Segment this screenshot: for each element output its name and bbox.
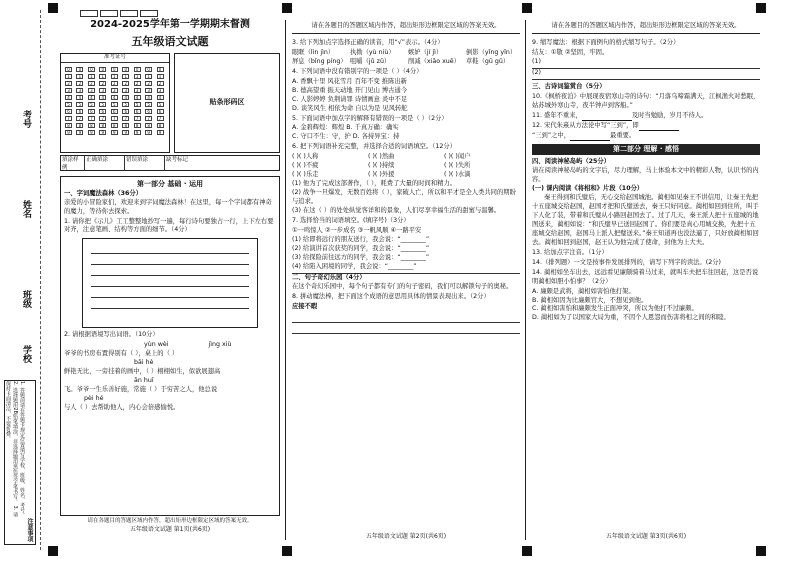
ticket-bubble[interactable]: 4 [134,95,141,100]
header-tabs [80,10,280,18]
ticket-bubble[interactable]: 1 [99,74,106,79]
ticket-bubble[interactable]: 9 [99,130,106,135]
part1-box [60,176,280,516]
ticket-bubble[interactable]: 9 [76,130,83,135]
column-divider [285,20,286,540]
ticket-bubble[interactable]: 0 [157,67,164,72]
ticket-bubble[interactable]: 3 [145,88,152,93]
q14-option[interactable]: B. 蔺相如因为比廉颇官大，不想见到他。 [532,296,648,304]
pinyin-line: yùn wèi jìng xiù [144,341,232,349]
corner-marker [756,546,766,556]
ticket-bubble[interactable]: 6 [65,109,72,114]
q6-sentence[interactable]: (1) 他为了完成这部著作，（ ），耗费了大量的时间和精力。 [292,180,457,188]
ticket-bubble[interactable]: 3 [99,88,106,93]
ticket-bubble[interactable]: 8 [122,123,129,128]
ticket-bubble[interactable]: 7 [76,116,83,121]
ticket-bubble[interactable]: 9 [122,130,129,135]
notes-title: 注意事项 [26,518,33,542]
page3-footer: 五年级语文试题 第3页(共6页) [605,533,687,541]
ticket-bubble[interactable]: 7 [122,116,129,121]
ticket-bubble[interactable]: 2 [88,81,95,86]
q6-sentence[interactable]: (3) 在这（ ）的处处纵觉客详和的景象，人们尽享幸福生活的甜蜜与温馨。 [292,206,501,214]
barcode-area [174,53,280,153]
pinyin-line: pèi hé [84,394,104,402]
page2-notice: 请在各题目的答题区域内作答，超出矩形边框限定区域的答案无效。 [292,22,520,34]
ticket-bubble[interactable]: 0 [88,67,95,72]
q2-text[interactable]: 鲜艳无比，一旁挂着的画中，（ ）栩栩如生，似欲展翅高 [64,368,221,376]
ticket-bubble[interactable]: 1 [76,74,83,79]
ticket-bubble[interactable]: 6 [134,109,141,114]
ticket-bubble[interactable]: 0 [145,67,152,72]
ticket-bubble[interactable]: 3 [65,88,72,93]
ticket-bubble[interactable]: 2 [111,81,118,86]
ticket-label: 准考证号 [61,54,169,63]
question-1: 1. 请你把《示儿》工工整整地抄写一遍，每行诗句要独占一行，上下左右要对齐，注意笔画、结构等方面的细节。（4分） [64,217,274,234]
q14-option[interactable]: D. 蔺相如为了以国家大局为重，不因个人恩怨而伤害将相之间的和睦。 [532,314,730,322]
q7-options: ①一鸣惊人 ②一步成名 ③一帆风顺 ④一路平安 [292,226,422,234]
corner-marker [282,3,292,13]
corner-marker [522,3,532,13]
ticket-bubble[interactable]: 7 [99,116,106,121]
question-12b[interactable]: “三到”之中， 最重要。 [532,131,636,139]
ticket-bubble[interactable]: 6 [111,109,118,114]
ticket-bubble[interactable]: 2 [65,81,72,86]
ticket-bubble[interactable]: 5 [111,102,118,107]
ticket-bubble[interactable]: 6 [145,109,152,114]
ticket-bubble[interactable]: 5 [99,102,106,107]
ticket-bubble[interactable]: 4 [65,95,72,100]
question-6: 6. 把下列词语补充完整，并选择合适的词语填空。（12分） [292,143,456,151]
page-3 [532,22,760,541]
ticket-bubble[interactable]: 0 [111,67,118,72]
page-2 [292,22,520,541]
ticket-bubble[interactable]: 2 [76,81,83,86]
binding-line [40,10,41,550]
section3-title: 三、古诗词鉴赏台（5分） [532,82,606,90]
ticket-bubble[interactable]: 2 [134,81,141,86]
ticket-bubble[interactable]: 9 [88,130,95,135]
q2-text[interactable]: 与人（ ）去帮助他人，内心会倍感愉悦。 [64,403,180,411]
corner-marker [522,546,532,556]
ticket-bubble[interactable]: 2 [99,81,106,86]
ticket-bubble[interactable]: 3 [134,88,141,93]
question-10[interactable]: 10.《枫桥夜泊》中展现夜宿寒山寺的诗句：“月落乌啼霜满天，江枫渔火对愁眠，姑苏城外寒山寺，夜半钟声到客船。” [532,92,760,109]
label-exam-number: 考号 [21,110,31,128]
ticket-bubble[interactable]: 5 [76,102,83,107]
q9-text: 结友：①敬 ②坚固，牢固。 [532,48,609,56]
pinyin-line: ān huī [134,377,154,385]
ticket-bubble[interactable]: 8 [157,123,164,128]
question-8: 8. 拼动魔法棒，把下面这个成语的意思用具体的情景表现出来。（2分） [292,293,490,301]
question-12[interactable]: 12. 宋代朱熹从方法论中写“三到”，即 [532,122,760,131]
ticket-bubble[interactable]: 7 [88,116,95,121]
q14-option[interactable]: A. 廉颇是武将，蔺相如害怕他打架。 [532,287,635,295]
ticket-bubble[interactable]: 8 [99,123,106,128]
ticket-bubble[interactable]: 4 [145,95,152,100]
ticket-bubble[interactable]: 1 [134,74,141,79]
ticket-bubble[interactable]: 5 [145,102,152,107]
corner-marker [756,3,766,13]
ticket-bubble[interactable]: 0 [99,67,106,72]
question-14: 14. 蔺相如坐车出去，远远看见廉颇骑着马过来，就叫车夫把车往回赶，这是否说明蔺相如胆小怕事？（2分） [532,268,759,285]
ticket-bubble[interactable]: 8 [65,123,72,128]
ticket-bubble[interactable]: 8 [134,123,141,128]
reading-passage: 秦王得到和氏璧后，无心交给赵国城池。蔺相如见秦王不讲信用，让秦王先把十五座城交给赵国，赵国才把和氏璧送去，秦王只好同意。蔺相如回到住所，叫手下人化了装，带着和氏璧从小路回赵国去了。过了几天，秦王派人把十五座城的地图送来，蔺相如说：“和氏璧早已送回赵国了。你们要是真心用城交换，先把十五座城交给赵国，赵国马上派人把璧送来。”秦王知道再也没法逼了，只好放蔺相如回去。蔺相如回到赵国，赵王认为他完成了使命，封他为上大夫。 [532,194,759,246]
ticket-bubble[interactable]: 5 [65,102,72,107]
ticket-bubble[interactable]: 1 [145,74,152,79]
ticket-bubble[interactable]: 1 [65,74,72,79]
ticket-bubble[interactable]: 4 [99,95,106,100]
q2-text[interactable]: 爷爷的书房布置得别有（ ），桌上的（ ） [64,350,179,358]
corner-marker [48,3,58,13]
ticket-bubble[interactable]: 6 [88,109,95,114]
section4-title: 四、阅读神秘岛屿（25分） [532,158,611,166]
ticket-bubble[interactable]: 4 [76,95,83,100]
paper-title: 五年级语文试题 [131,35,209,49]
corner-marker [282,546,292,556]
fill-example: 填涂样例 正确填涂 错误填涂 缺考标记 [60,155,280,171]
question-13[interactable]: 13. 给加点字注音。（1分） [532,248,608,256]
barcode-label: 贴条形码区 [209,97,245,106]
part1-title: 第一部分 基础 · 运用 [137,179,203,188]
instructions-text: 1. 答题前请在答题卡规定位置填写学校、班级、姓名、考号。 2. 选择题用2B铅笔填涂，非选择题用黑色签字笔书写。 3. 请保持卡面清洁，不要折叠。 [5,381,25,518]
question-5: 5. 下面词语中加点字的解释有错误的一项是（ ）（2分） [292,114,448,122]
q5-option[interactable]: C. 守口不生：守，护 D. 各持异宝：持 [292,133,400,141]
ticket-bubble[interactable]: 7 [145,116,152,121]
ticket-bubble[interactable]: 9 [65,130,72,135]
column-divider [525,20,526,540]
q4-option[interactable]: A. 香飘十里 风花雪月 百年不变 推陈出新 [292,77,407,85]
question-11[interactable]: 11. 盛年不重来， 及时当勉励，岁月不待人。 [532,111,708,119]
ticket-bubble[interactable]: 6 [99,109,106,114]
ticket-bubble[interactable]: 3 [111,88,118,93]
ticket-number-grid [60,53,170,153]
ticket-bubble[interactable]: 1 [157,74,164,79]
ticket-bubble[interactable]: 7 [65,116,72,121]
q9-answer[interactable]: (1) [532,58,760,69]
q7-item[interactable]: (2) 给演讲首次获奖的同学，我会说：“________” [292,244,430,252]
ticket-bubble[interactable]: 9 [145,130,152,135]
ticket-bubble[interactable]: 9 [157,130,164,135]
q7-item[interactable]: (3) 给探险前往远方的同学，我会说：“________” [292,253,430,261]
ticket-bubble[interactable]: 0 [76,67,83,72]
ticket-bubble[interactable]: 4 [157,95,164,100]
ticket-bubble[interactable]: 7 [111,116,118,121]
q8-word: 应接不暇 [292,303,318,311]
page3-notice: 请在各题目的答题区域内作答，超出矩形边框限定区域的答案无效。 [532,22,760,34]
q7-item[interactable]: (1) 给即将远行的朋友送行，我会说：“________” [292,235,430,243]
section2-intro: 在这个奇幻乐园中，每个句子都有专门的句子密码，我们可以解锁句子的奥秘。 [292,283,513,291]
ticket-bubble[interactable]: 7 [157,116,164,121]
q6-sentence[interactable]: (2) 战争一旦爆发，无数百姓将（ ），家破人亡，所以和平才是全人类共同的期盼与追求。 [292,189,516,205]
page1-footer: 五年级语文试题 第1页(共6页) [129,525,211,533]
q8-answer-lines[interactable] [292,312,520,334]
section2-title: 二、句子奇幻乐园（4分） [292,273,520,283]
pinyin-line: bāi hè [134,359,154,367]
ticket-bubble[interactable]: 6 [76,109,83,114]
q7-item[interactable]: (4) 给陷入困境的同学，我会说：“________” [292,262,417,270]
ticket-bubble[interactable]: 2 [145,81,152,86]
ticket-bubble[interactable]: 1 [122,74,129,79]
poem-writing-box[interactable] [82,238,258,328]
ticket-bubble[interactable]: 1 [88,74,95,79]
q14-option[interactable]: C. 蔺相如害怕和廉颇发生正面冲突，所以为他打不过廉颇。 [532,305,698,313]
page2-footer: 五年级语文试题 第2页(共6页) [365,533,447,541]
ticket-bubble[interactable]: 5 [122,102,129,107]
passage-title: (一) 课内阅读《将相和》片段（10分） [532,185,644,193]
ticket-bubble[interactable]: 7 [134,116,141,121]
label-name: 姓名 [21,200,31,218]
q2-text[interactable]: 飞。爷爷一生乐善好施，常施（ ）于穷苦之人，他总说 [64,386,218,394]
q4-option[interactable]: C. 人影婷婷 负荆请罪 诗情画意 炎中不足 [292,95,408,103]
q9-answer[interactable]: (2) [532,69,760,80]
ticket-bubble[interactable]: 8 [111,123,118,128]
section1-title: 一、字词魔法森林（36分） [64,189,143,197]
ticket-bubble[interactable]: 3 [157,88,164,93]
ticket-bubble[interactable]: 3 [88,88,95,93]
ticket-bubble[interactable]: 3 [122,88,129,93]
ticket-bubble[interactable]: 4 [111,95,118,100]
exam-title: 2024-2025学年第一学期期末督测 [90,19,250,30]
ticket-bubble[interactable]: 5 [134,102,141,107]
ticket-bubble[interactable]: 8 [145,123,152,128]
ticket-bubble[interactable]: 2 [157,81,164,86]
question-14a[interactable]: 14.（排列题）一文是按事件发展排列的，请写下列字的读法。(2分) [532,258,721,266]
question-4: 4. 下列词语中没有错别字的一项是（ ）（4分） [292,67,423,75]
ticket-bubble[interactable]: 3 [76,88,83,93]
ticket-bubble[interactable]: 4 [88,95,95,100]
ticket-bubble[interactable]: 2 [122,81,129,86]
page1-footer-note: 请在各题目的答题区域内作答，超出矩形边框限定区域的答案无效。 [87,517,253,524]
ticket-bubble[interactable]: 0 [65,67,72,72]
q5-option[interactable]: A. 金碧辉煌：辉煌 B. 千真万确：确实 [292,124,399,132]
instructions-box [4,380,36,545]
ticket-bubble[interactable]: 4 [122,95,129,100]
label-class: 班级 [21,290,31,308]
ticket-bubble[interactable]: 9 [111,130,118,135]
ticket-bubble[interactable]: 0 [134,67,141,72]
part2-title: 第二部分 理解 · 感悟 [532,144,760,156]
ticket-bubble[interactable]: 6 [157,109,164,114]
ticket-bubble[interactable]: 0 [122,67,129,72]
question-2: 2. 请根据语境写出词语。（10分） [64,331,159,339]
corner-marker [48,546,58,556]
question-7: 7. 选择恰当的词语填空。(填序号)（3分） [292,216,410,224]
section1-intro: 亲爱的小冒险家们，欢迎来到字词魔法森林！在这里，每一个字词都有神奇的魔力，等待你去探索。 [64,198,272,215]
ticket-bubble[interactable]: 1 [111,74,118,79]
label-school: 学校 [21,345,31,363]
ticket-bubble[interactable]: 9 [134,130,141,135]
ticket-bubbles[interactable] [61,63,169,139]
ticket-bubble[interactable]: 6 [122,109,129,114]
q3-items[interactable]: 眼眶（lìn jìn） 执拗（yù niù） 嫉妒（jí jì） 倒影（yǐng yǐn） 屏息（bǐng píng） 咀嚼（jǔ zǔ） 削减（xiāo xuē） 草鞋（gū gǔ） [292,48,517,65]
question-3: 3. 给下列加点字选择正确的读音，用“√”表示。（4分） [292,39,444,46]
section4-intro: 请在阅读神秘岛屿的文字后，尽力理解，马上体验本文中的精彩人物，认识书的内容。 [532,167,759,184]
page-1 [60,10,280,535]
q4-option[interactable]: D. 谈笑风生 相依为命 自以为是 见风转舵 [292,104,408,112]
q6-items[interactable]: ( )( )人称 ( )( )然曲 ( )( )闻户 ( )( )不疲 ( )( )持续 ( )( )失所 ( )( )乐走 ( )( )外援 ( )( )水滴 [292,153,471,179]
ticket-bubble[interactable]: 5 [88,102,95,107]
q4-option[interactable]: B. 德高望重 振天动地 开门见山 博古通今 [292,86,408,94]
ticket-bubble[interactable]: 8 [88,123,95,128]
ticket-bubble[interactable]: 8 [76,123,83,128]
ticket-bubble[interactable]: 5 [157,102,164,107]
question-9: 9. 缩写魔法：根据下面例句的格式缩写句子。（2分） [532,39,680,46]
